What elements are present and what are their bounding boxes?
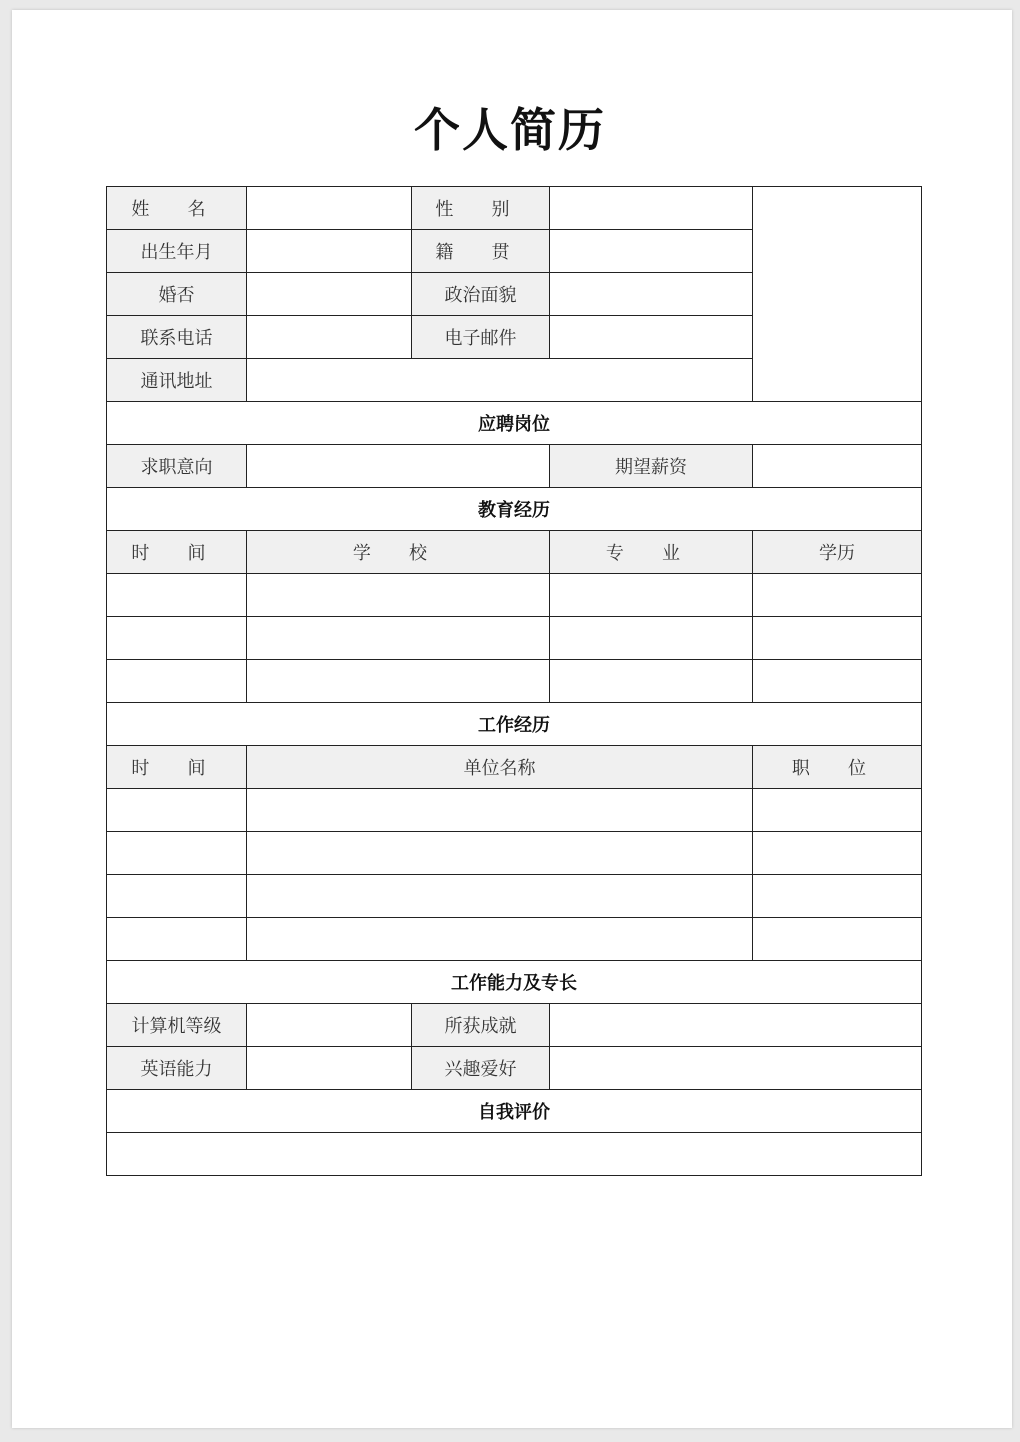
work-row xyxy=(107,832,922,875)
row-skills-2 xyxy=(107,1047,922,1090)
hobby-label: 兴趣爱好 xyxy=(412,1047,550,1090)
awards-label: 所获成就 xyxy=(412,1004,550,1047)
photo-cell[interactable] xyxy=(753,187,922,402)
education-section-heading: 教育经历 xyxy=(107,488,922,531)
salary-label: 期望薪资 xyxy=(550,445,753,488)
computer-label: 计算机等级 xyxy=(107,1004,247,1047)
marital-label: 婚否 xyxy=(107,273,247,316)
work-col-position: 职 位 xyxy=(753,746,922,789)
name-label: 姓 名 xyxy=(107,187,247,230)
row-job xyxy=(107,445,922,488)
education-degree-cell[interactable] xyxy=(753,617,922,660)
email-field[interactable] xyxy=(550,316,753,359)
work-col-time: 时 间 xyxy=(107,746,247,789)
row-self-eval xyxy=(107,1133,922,1176)
hobby-field[interactable] xyxy=(550,1047,922,1090)
phone-field[interactable] xyxy=(247,316,412,359)
row-self-eval-section xyxy=(107,1090,922,1133)
political-field[interactable] xyxy=(550,273,753,316)
row-work-header xyxy=(107,746,922,789)
work-company-cell[interactable] xyxy=(247,875,753,918)
education-degree-cell[interactable] xyxy=(753,574,922,617)
job-section-heading: 应聘岗位 xyxy=(107,402,922,445)
self-eval-section-heading: 自我评价 xyxy=(107,1090,922,1133)
work-position-cell[interactable] xyxy=(753,789,922,832)
intent-field[interactable] xyxy=(247,445,550,488)
row-work-section xyxy=(107,703,922,746)
name-field[interactable] xyxy=(247,187,412,230)
gender-label: 性 别 xyxy=(412,187,550,230)
computer-field[interactable] xyxy=(247,1004,412,1047)
work-col-company: 单位名称 xyxy=(247,746,753,789)
education-row xyxy=(107,660,922,703)
english-label: 英语能力 xyxy=(107,1047,247,1090)
education-col-degree: 学历 xyxy=(753,531,922,574)
education-time-cell[interactable] xyxy=(107,574,247,617)
row-job-section xyxy=(107,402,922,445)
work-company-cell[interactable] xyxy=(247,789,753,832)
work-time-cell[interactable] xyxy=(107,832,247,875)
work-row xyxy=(107,789,922,832)
education-row xyxy=(107,617,922,660)
page-title: 个人简历 xyxy=(414,103,606,157)
work-row xyxy=(107,918,922,961)
work-position-cell[interactable] xyxy=(753,832,922,875)
address-field[interactable] xyxy=(247,359,753,402)
row-education-section xyxy=(107,488,922,531)
row-education-header xyxy=(107,531,922,574)
work-row xyxy=(107,875,922,918)
work-section-heading: 工作经历 xyxy=(107,703,922,746)
work-position-cell[interactable] xyxy=(753,875,922,918)
skills-section-heading: 工作能力及专长 xyxy=(107,961,922,1004)
birth-label: 出生年月 xyxy=(107,230,247,273)
self-eval-field[interactable] xyxy=(107,1133,922,1176)
work-time-cell[interactable] xyxy=(107,875,247,918)
resume-table xyxy=(106,186,922,1176)
education-major-cell[interactable] xyxy=(550,660,753,703)
education-col-time: 时 间 xyxy=(107,531,247,574)
education-degree-cell[interactable] xyxy=(753,660,922,703)
row-skills-section xyxy=(107,961,922,1004)
salary-field[interactable] xyxy=(753,445,922,488)
education-row xyxy=(107,574,922,617)
native-label: 籍 贯 xyxy=(412,230,550,273)
phone-label: 联系电话 xyxy=(107,316,247,359)
education-school-cell[interactable] xyxy=(247,617,550,660)
education-major-cell[interactable] xyxy=(550,574,753,617)
email-label: 电子邮件 xyxy=(412,316,550,359)
political-label: 政治面貌 xyxy=(412,273,550,316)
education-time-cell[interactable] xyxy=(107,660,247,703)
work-time-cell[interactable] xyxy=(107,789,247,832)
education-major-cell[interactable] xyxy=(550,617,753,660)
education-col-school: 学 校 xyxy=(247,531,550,574)
education-col-major: 专 业 xyxy=(550,531,753,574)
work-company-cell[interactable] xyxy=(247,832,753,875)
native-field[interactable] xyxy=(550,230,753,273)
education-time-cell[interactable] xyxy=(107,617,247,660)
work-company-cell[interactable] xyxy=(247,918,753,961)
work-time-cell[interactable] xyxy=(107,918,247,961)
awards-field[interactable] xyxy=(550,1004,922,1047)
address-label: 通讯地址 xyxy=(107,359,247,402)
english-field[interactable] xyxy=(247,1047,412,1090)
gender-field[interactable] xyxy=(550,187,753,230)
marital-field[interactable] xyxy=(247,273,412,316)
education-school-cell[interactable] xyxy=(247,574,550,617)
row-name xyxy=(107,187,922,230)
work-position-cell[interactable] xyxy=(753,918,922,961)
education-school-cell[interactable] xyxy=(247,660,550,703)
row-skills-1 xyxy=(107,1004,922,1047)
birth-field[interactable] xyxy=(247,230,412,273)
intent-label: 求职意向 xyxy=(107,445,247,488)
